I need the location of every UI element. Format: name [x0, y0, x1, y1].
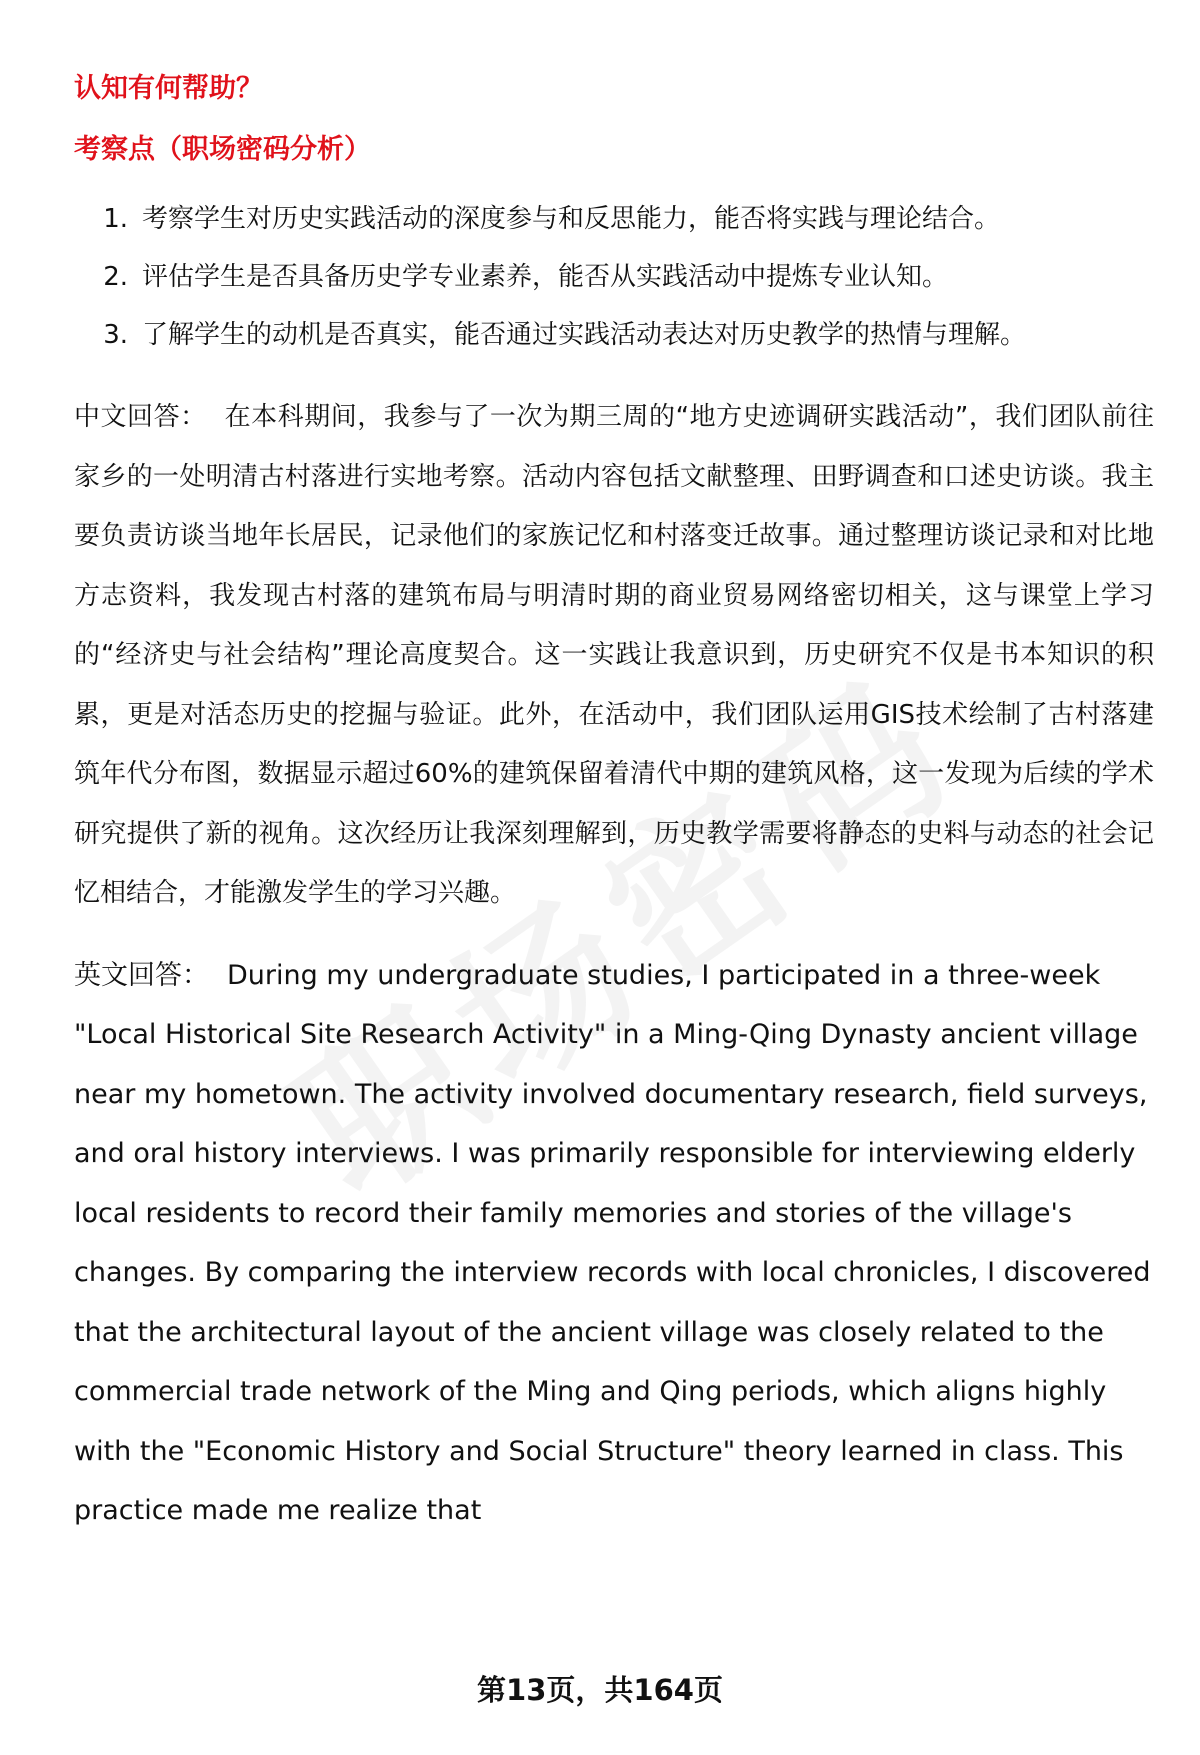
english-answer-paragraph: [74, 946, 1154, 1541]
chinese-answer-paragraph: [74, 388, 1154, 924]
question-text: [74, 66, 1154, 112]
chinese-answer-label: 中文回答：: [74, 402, 207, 432]
list-item: [74, 248, 1154, 306]
english-answer-label: 英文回答：: [74, 959, 209, 991]
english-answer-text: During my undergraduate studies, I participated in a three-week "Local Historical Site Research Activity" in a Ming-Qing Dynasty ancient village near my hometown. The activity involved documentary research, field surveys, and oral history interviews. I was primarily responsible for interviewing elderly local residents to record their family memories and stories of the village's changes. By comparing the interview records with local chronicles, I discovered that the architectural layout of the ancient village was closely related to the commercial trade network of the Ming and Qing periods, which aligns highly with the "Economic History and Social Structure" theory learned in class. This practice made me realize that: [74, 959, 1151, 1526]
list-item-number: 2.: [103, 262, 128, 292]
list-item-number: 1.: [103, 204, 128, 234]
question-line-2: 认知有何帮助？: [74, 73, 263, 104]
list-item-text: 了解学生的动机是否真实，能否通过实践活动表达对历史教学的热情与理解。: [142, 320, 1027, 350]
list-item-number: 3.: [103, 320, 128, 350]
page-content: [74, 28, 1154, 1541]
section-label: 考察点（职场密码分析）: [74, 134, 371, 165]
list-item: [74, 306, 1154, 364]
list-item: [74, 190, 1154, 248]
list-item-text: 评估学生是否具备历史学专业素养，能否从实践活动中提炼专业认知。: [142, 262, 949, 292]
question-heading: [74, 28, 1154, 112]
list-item-text: 考察学生对历史实践活动的深度参与和反思能力，能否将实践与理论结合。: [142, 204, 1001, 234]
assessment-points-list: [74, 190, 1154, 364]
page-number-footer: 第13页，共164页: [477, 1673, 723, 1707]
chinese-answer-text: 在本科期间，我参与了一次为期三周的“地方史迹调研实践活动”，我们团队前往家乡的一处明清古村落进行实地考察。活动内容包括文献整理、田野调查和口述史访谈。我主要负责访谈当地年长居民，记录他们的家族记忆和村落变迁故事。通过整理访谈记录和对比地方志资料，我发现古村落的建筑布局与明清时期的商业贸易网络密切相关，这与课堂上学习的“经济史与社会结构”理论高度契合。这一实践让我意识到，历史研究不仅是书本知识的积累，更是对活态历史的挖掘与验证。此外，在活动中，我们团队运用GIS技术绘制了古村落建筑年代分布图，数据显示超过60%的建筑保留着清代中期的建筑风格，这一发现为后续的学术研究提供了新的视角。这次经历让我深刻理解到，历史教学需要将静态的史料与动态的社会记忆相结合，才能激发学生的学习兴趣。: [74, 402, 1154, 908]
